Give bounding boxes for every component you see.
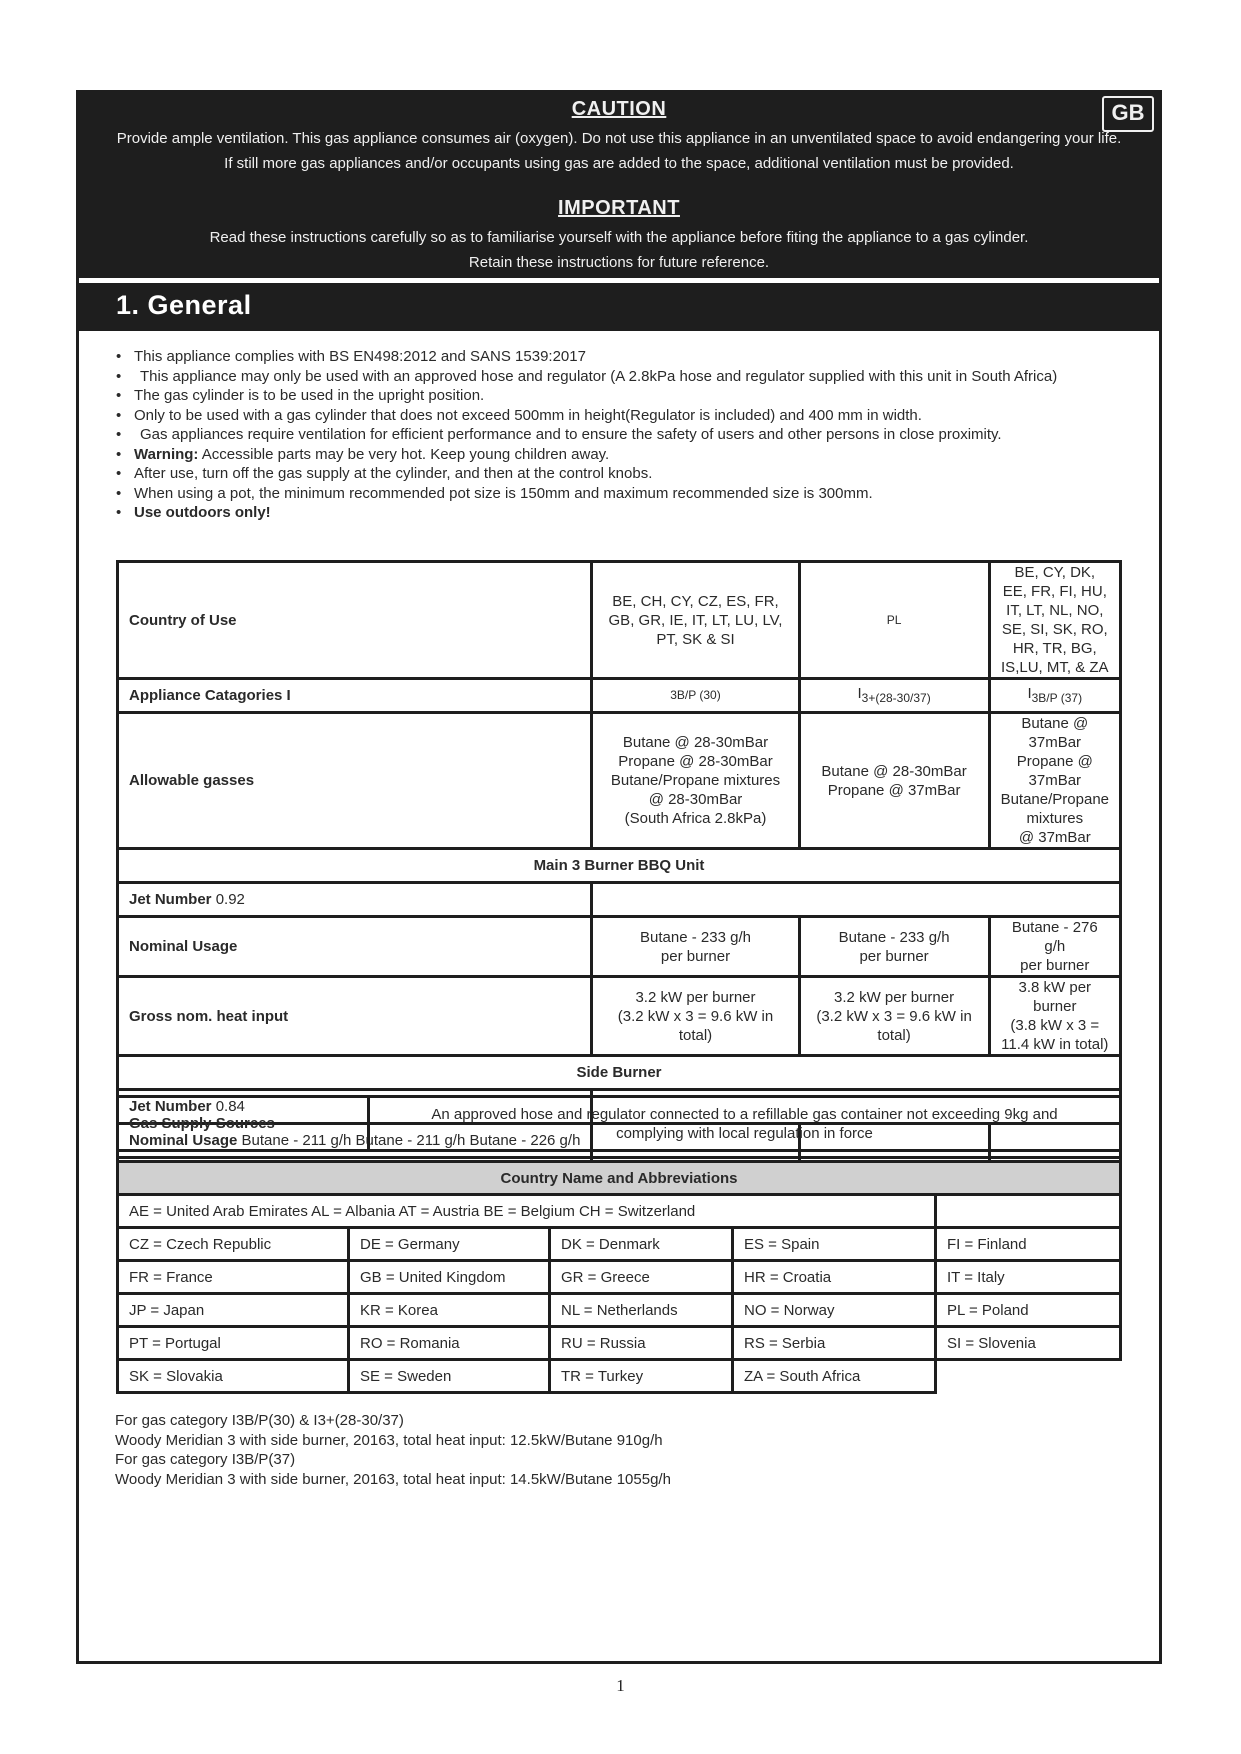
country-cell: RO = Romania	[349, 1327, 550, 1360]
table-row	[118, 849, 1121, 883]
country-cell: PL = Poland	[936, 1294, 1121, 1327]
gas-line: Butane @ 28-30mBar	[622, 734, 769, 751]
side-jet-label: Jet Number	[129, 1098, 212, 1115]
country-cell: DE = Germany	[349, 1228, 550, 1261]
heat-col-1	[592, 977, 799, 1056]
country-cell: GB = United Kingdom	[349, 1261, 550, 1294]
gas-line: Butane/Propane mixtures	[1000, 791, 1109, 827]
outdoors-only: Use outdoors only!	[134, 504, 271, 521]
gas-line: @ 28-30mBar	[648, 791, 743, 808]
country-cell: RU = Russia	[550, 1327, 733, 1360]
list-item: • This appliance complies with BS EN498:2012 and SANS 1539:2017	[112, 347, 1122, 367]
usage-line: Butane - 233 g/h	[640, 928, 751, 946]
gas-line: Propane @ 37mBar	[1016, 753, 1093, 789]
gas-supply-text: An approved hose and regulator connected to a refillable gas container not exceeding 9kg and complying with local regulation in force	[369, 1097, 1121, 1151]
category-col-3	[989, 679, 1120, 713]
list-item: • When using a pot, the minimum recommended pot size is 150mm and maximum recommended size is 300mm.	[112, 484, 1122, 504]
country-cell: RS = Serbia	[733, 1327, 936, 1360]
heat-line: (3.2 kW x 3 = 9.6 kW in total)	[617, 1007, 774, 1044]
country-cell: ZA = South Africa	[733, 1360, 936, 1393]
jet-number-label: Jet Number	[129, 891, 212, 908]
gas-line: Propane @ 37mBar	[827, 781, 961, 799]
important-text	[116, 225, 1122, 275]
jet-number-empty	[592, 883, 1121, 917]
usage-line: Butane - 233 g/h	[838, 928, 950, 946]
note-line: For gas category I3B/P(30) & I3+(28-30/37)	[115, 1412, 404, 1429]
usage-col-3	[989, 917, 1120, 977]
category-notes	[115, 1411, 671, 1489]
list-item: • After use, turn off the gas supply at the cylinder, and then at the control knobs.	[112, 464, 1122, 484]
side-usage-value: Butane - 211 g/h Butane - 211 g/h Butane - 226 g/h	[237, 1132, 581, 1149]
list-item	[112, 445, 1122, 465]
table-row	[118, 713, 1121, 849]
country-col-3: BE, CY, DK, EE, FR, FI, HU, IT, LT, NL, NO, SE, SI, SK, RO, HR, TR, BG, IS,LU, MT, & ZA	[989, 562, 1120, 679]
caution-box	[76, 90, 1162, 278]
gas-line: Butane @ 37mBar	[1021, 715, 1089, 751]
country-cell: JP = Japan	[118, 1294, 349, 1327]
table-row	[118, 1228, 1121, 1261]
gas-line: @ 37mBar	[1018, 829, 1091, 846]
list-item: • Gas appliances require ventilation for efficient performance and to ensure the safety of users and other persons in close proximity.	[112, 425, 1122, 445]
important-line-1: Read these instructions carefully so as to familiarise yourself with the appliance before fiting the appliance to a gas cylinder.	[209, 229, 1029, 246]
note-line: For gas category I3B/P(37)	[115, 1451, 296, 1468]
usage-line: per burner	[1020, 957, 1090, 974]
side-jet-value: 0.84	[211, 1098, 245, 1115]
nominal-usage-label: Nominal Usage	[118, 917, 592, 977]
gas-line: Propane @ 28-30mBar	[618, 753, 773, 770]
language-badge: GB	[1102, 96, 1154, 132]
warning-text: Accessible parts may be very hot. Keep young children away.	[198, 445, 610, 463]
gas-supply-label: Gas Supply Sources	[118, 1097, 369, 1151]
heat-line: 3.2 kW per burner	[635, 988, 756, 1006]
side-burner-header: Side Burner	[118, 1056, 1121, 1090]
heat-line: 3.2 kW per burner	[834, 988, 955, 1006]
note-line: Woody Meridian 3 with side burner, 20163, total heat input: 12.5kW/Butane 910g/h	[115, 1431, 663, 1449]
usage-line: per burner	[859, 947, 929, 965]
gas-line: (South Africa 2.8kPa)	[624, 810, 767, 827]
country-cell: FI = Finland	[936, 1228, 1121, 1261]
category-sub: 3+(28-30/37)	[861, 690, 931, 705]
country-cell: ES = Spain	[733, 1228, 936, 1261]
country-cell: FR = France	[118, 1261, 349, 1294]
heat-col-2	[799, 977, 989, 1056]
gas-col-3	[989, 713, 1120, 849]
table-row	[118, 562, 1121, 679]
country-of-use-label: Country of Use	[118, 562, 592, 679]
usage-line: Butane - 276 g/h	[1011, 919, 1098, 955]
categories-label: Appliance Catagories I	[118, 679, 592, 713]
table-row	[118, 1162, 1121, 1195]
country-col-1: BE, CH, CY, CZ, ES, FR, GB, GR, IE, IT, LT, LU, LV, PT, SK & SI	[592, 562, 799, 679]
list-item: • The gas cylinder is to be used in the upright position.	[112, 386, 1122, 406]
gas-line: Butane/Propane mixtures	[610, 772, 781, 789]
heat-line: (3.8 kW x 3 = 11.4 kW in total)	[1001, 1017, 1109, 1053]
important-line-2: Retain these instructions for future reference.	[468, 254, 770, 271]
table-row	[118, 977, 1121, 1056]
usage-col-2	[799, 917, 989, 977]
country-cell: DK = Denmark	[550, 1228, 733, 1261]
country-cell: CZ = Czech Republic	[118, 1228, 349, 1261]
section-title: 1. General	[116, 290, 252, 320]
country-cell: GR = Greece	[550, 1261, 733, 1294]
table-row	[118, 1195, 1121, 1228]
side-usage-label: Nominal Usage	[129, 1132, 238, 1149]
heat-line: (3.2 kW x 3 = 9.6 kW in total)	[816, 1007, 972, 1044]
countries-header: Country Name and Abbreviations	[118, 1162, 1121, 1195]
country-cell: SE = Sweden	[349, 1360, 550, 1393]
heat-input-label: Gross nom. heat input	[118, 977, 592, 1056]
countries-row-1: AE = United Arab Emirates AL = Albania AT = Austria BE = Belgium CH = Switzerland	[118, 1195, 936, 1228]
category-col-1: 3B/P (30)	[592, 679, 799, 713]
main-unit-header: Main 3 Burner BBQ Unit	[118, 849, 1121, 883]
table-row	[118, 1261, 1121, 1294]
category-sub: 3B/P (37)	[1031, 690, 1083, 705]
country-cell: KR = Korea	[349, 1294, 550, 1327]
table-row	[118, 679, 1121, 713]
category-col-2	[799, 679, 989, 713]
table-row	[118, 1056, 1121, 1090]
country-cell: PT = Portugal	[118, 1327, 349, 1360]
list-item: • Only to be used with a gas cylinder that does not exceed 500mm in height(Regulator is included) and 400 mm in width.	[112, 406, 1122, 426]
usage-line: per burner	[660, 947, 731, 965]
heat-line: 3.8 kW per burner	[1018, 979, 1092, 1015]
table-row	[118, 883, 1121, 917]
note-line: Woody Meridian 3 with side burner, 20163, total heat input: 14.5kW/Butane 1055g/h	[115, 1470, 671, 1488]
caution-text: Provide ample ventilation. This gas appliance consumes air (oxygen). Do not use this appliance in an unventilated space to avoid endangering your life. If still more gas appliances and/or occupants using gas are added to the space, additional ventilation must be provided.	[116, 130, 1122, 172]
country-cell: HR = Croatia	[733, 1261, 936, 1294]
table-row	[118, 1360, 1121, 1393]
gas-line: Butane @ 28-30mBar	[821, 762, 967, 780]
jet-number-cell	[118, 883, 592, 917]
table-row	[118, 917, 1121, 977]
category-main: I	[857, 684, 862, 702]
page-number: 1	[616, 1676, 625, 1695]
list-item	[112, 503, 1122, 523]
countries-row-1-empty	[936, 1195, 1121, 1228]
country-cell: NO = Norway	[733, 1294, 936, 1327]
category-main: I	[1027, 684, 1032, 702]
warning-label: Warning:	[134, 445, 199, 463]
gasses-label: Allowable gasses	[118, 713, 592, 849]
country-abbreviations-table	[116, 1160, 1122, 1394]
gas-supply-table	[116, 1095, 1122, 1152]
usage-col-1	[592, 917, 799, 977]
gas-col-1	[592, 713, 799, 849]
country-cell: SI = Slovenia	[936, 1327, 1121, 1360]
table-row	[118, 1097, 1121, 1151]
country-cell: SK = Slovakia	[118, 1360, 349, 1393]
caution-title: CAUTION	[571, 98, 667, 120]
important-title: IMPORTANT	[558, 197, 680, 219]
country-cell: NL = Netherlands	[550, 1294, 733, 1327]
table-row	[118, 1294, 1121, 1327]
country-cell-empty	[936, 1360, 1121, 1393]
gas-col-2	[799, 713, 989, 849]
country-cell: IT = Italy	[936, 1261, 1121, 1294]
country-cell: TR = Turkey	[550, 1360, 733, 1393]
list-item: • This appliance may only be used with an approved hose and regulator (A 2.8kPa hose and regulator supplied with this unit in South Africa)	[112, 367, 1122, 387]
country-col-2: PL	[799, 562, 989, 679]
heat-col-3	[989, 977, 1120, 1056]
table-row	[118, 1327, 1121, 1360]
section-header	[76, 283, 1162, 331]
jet-number-value: 0.92	[211, 891, 245, 908]
general-bullet-list	[112, 347, 1122, 523]
